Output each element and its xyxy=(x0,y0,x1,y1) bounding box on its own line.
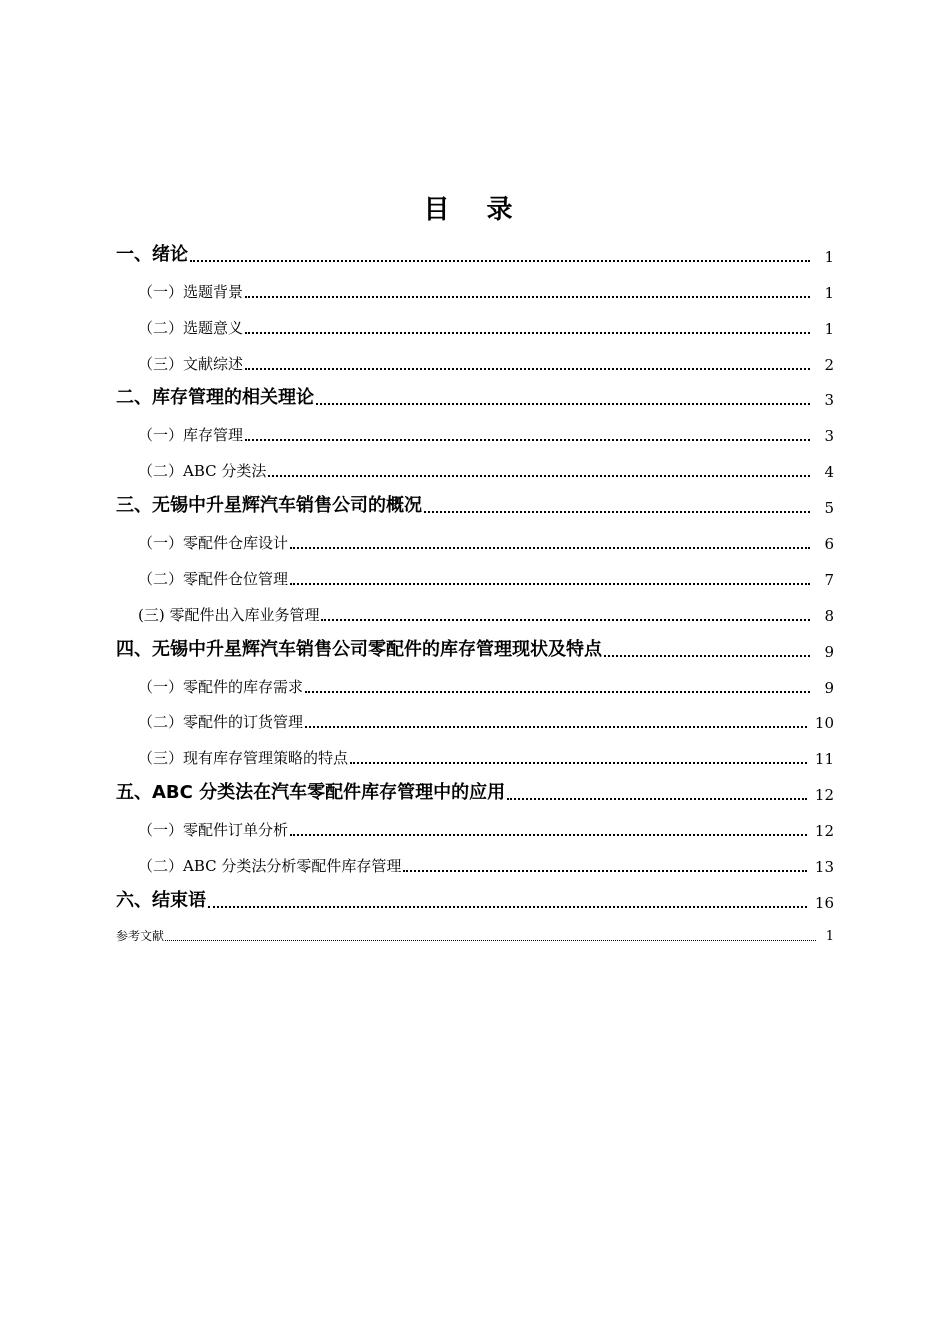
toc-entry-label: （一）库存管理 xyxy=(138,426,244,445)
toc-entry-page-number: 5 xyxy=(824,499,834,518)
toc-entry-page-number: 9 xyxy=(824,642,834,661)
toc-entry-label: 五、ABC 分类法在汽车零配件库存管理中的应用 xyxy=(116,782,506,804)
toc-entry-label: （二）ABC 分类法分析零配件库存管理 xyxy=(138,857,402,876)
toc-entry-label: 参考文献 xyxy=(116,928,165,943)
toc-entry-page-number: 7 xyxy=(824,570,834,589)
toc-entry-page-number: 11 xyxy=(814,750,834,769)
toc-entry-label: （二）零配件的订货管理 xyxy=(138,713,304,732)
toc-dot-leader xyxy=(245,332,810,334)
toc-entry-page-number: 13 xyxy=(814,858,834,877)
toc-entry[interactable] xyxy=(116,521,834,557)
toc-entry[interactable] xyxy=(116,808,834,844)
toc-entry[interactable] xyxy=(116,772,834,808)
toc-dot-leader xyxy=(190,260,810,262)
toc-entry-page-number: 2 xyxy=(824,355,834,374)
toc-entry-label: （二）选题意义 xyxy=(138,318,244,337)
toc-entry-page-number: 3 xyxy=(824,427,834,446)
toc-entry[interactable] xyxy=(116,593,834,629)
toc-entry[interactable] xyxy=(116,485,834,521)
toc-entry-page-number: 1 xyxy=(824,247,834,266)
toc-entry[interactable] xyxy=(116,736,834,772)
toc-entry[interactable] xyxy=(116,629,834,665)
toc-dot-leader xyxy=(604,655,810,657)
toc-dot-leader xyxy=(305,726,807,728)
toc-entry[interactable] xyxy=(116,880,834,916)
toc-entry-page-number: 4 xyxy=(824,463,834,482)
toc-dot-leader xyxy=(165,940,816,941)
toc-entry-page-number: 8 xyxy=(824,606,834,625)
toc-dot-leader xyxy=(350,762,807,764)
toc-entry-label: （二）零配件仓位管理 xyxy=(138,569,289,588)
toc-entry-page-number: 3 xyxy=(824,391,834,410)
toc-dot-leader xyxy=(507,798,807,800)
toc-entry-references[interactable] xyxy=(116,916,834,946)
toc-entry-page-number: 1 xyxy=(824,319,834,338)
toc-dot-leader xyxy=(290,547,810,549)
toc-entry-label: (三) 零配件出入库业务管理 xyxy=(138,605,320,624)
toc-entry-page-number: 1 xyxy=(824,283,834,302)
toc-entry-label: 六、结束语 xyxy=(116,889,206,911)
toc-entry-page-number: 12 xyxy=(814,822,834,841)
toc-entry-label: （三）现有库存管理策略的特点 xyxy=(138,749,349,768)
toc-entry[interactable] xyxy=(116,378,834,414)
toc-entry-label: （二）ABC 分类法 xyxy=(138,462,267,481)
toc-entry-label: （一）零配件仓库设计 xyxy=(138,534,289,553)
toc-dot-leader xyxy=(245,439,810,441)
toc-dot-leader xyxy=(321,619,810,621)
toc-entry[interactable] xyxy=(116,270,834,306)
toc-entry[interactable] xyxy=(116,413,834,449)
toc-entry[interactable] xyxy=(116,844,834,880)
toc-entry[interactable] xyxy=(116,342,834,378)
toc-entry[interactable] xyxy=(116,234,834,270)
toc-entry[interactable] xyxy=(116,306,834,342)
toc-entry-page-number: 6 xyxy=(824,535,834,554)
toc-dot-leader xyxy=(290,834,807,836)
toc-dot-leader xyxy=(208,906,807,908)
toc-dot-leader xyxy=(290,583,810,585)
toc-entry-label: （一）零配件的库存需求 xyxy=(138,677,304,696)
toc-dot-leader xyxy=(245,368,810,370)
toc-entry-label: （三）文献综述 xyxy=(138,354,244,373)
toc-entry-label: 四、无锡中升星辉汽车销售公司零配件的库存管理现状及特点 xyxy=(116,638,602,660)
toc-entry-page-number: 1 xyxy=(825,928,834,944)
toc-entry-page-number: 12 xyxy=(814,786,834,805)
toc-dot-leader xyxy=(245,296,810,298)
toc-dot-leader xyxy=(268,475,810,477)
toc-dot-leader xyxy=(305,691,810,693)
toc-dot-leader xyxy=(316,403,810,405)
toc-entry[interactable] xyxy=(116,665,834,701)
toc-entry-label: 一、绪论 xyxy=(116,243,188,265)
toc-entry-page-number: 10 xyxy=(814,714,834,733)
toc-entry[interactable] xyxy=(116,701,834,737)
toc-entry-label: （一）选题背景 xyxy=(138,282,244,301)
toc-dot-leader xyxy=(424,511,810,513)
toc-entry-page-number: 9 xyxy=(824,678,834,697)
toc-entry-label: 三、无锡中升星辉汽车销售公司的概况 xyxy=(116,495,422,517)
toc-entry[interactable] xyxy=(116,557,834,593)
toc-entry[interactable] xyxy=(116,449,834,485)
toc-title: 目 录 xyxy=(423,195,527,225)
toc-entry-label: （一）零配件订单分析 xyxy=(138,821,289,840)
toc-entry-label: 二、库存管理的相关理论 xyxy=(116,387,314,409)
toc-dot-leader xyxy=(403,870,807,872)
toc-list xyxy=(116,234,834,946)
toc-entry-page-number: 16 xyxy=(814,893,834,912)
